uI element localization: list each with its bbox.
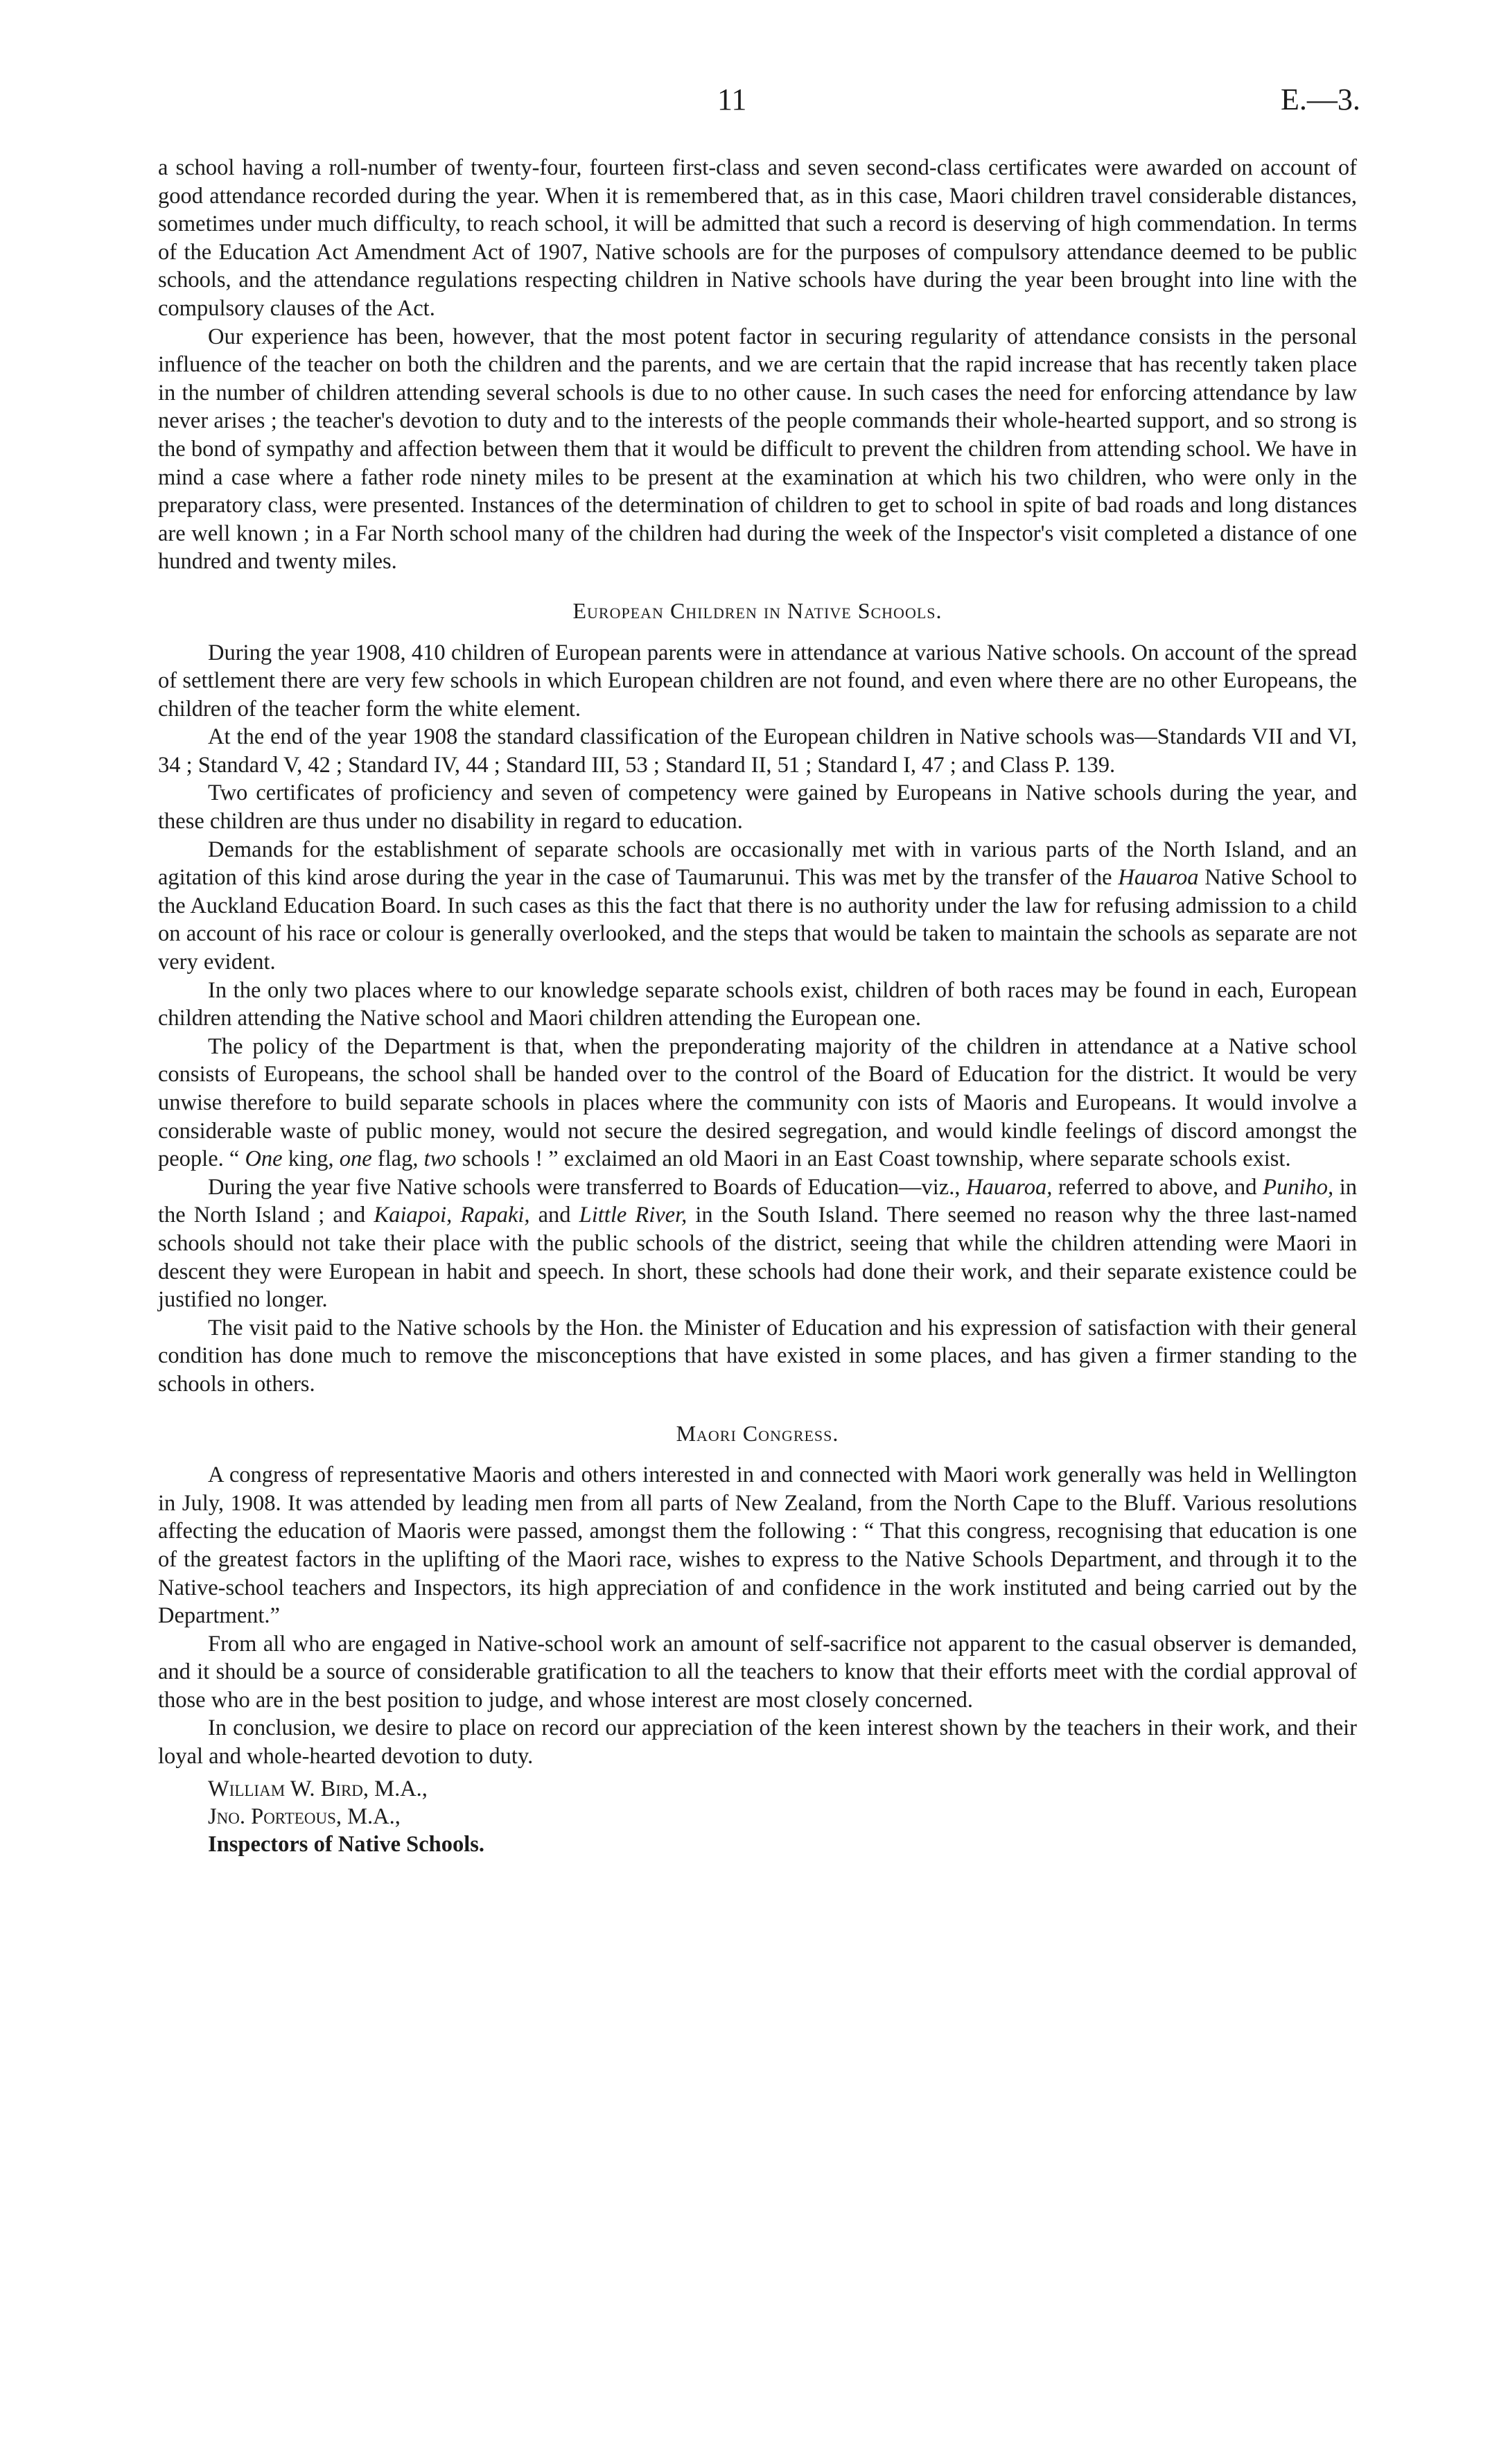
section-heading-maori-congress: Maori Congress. [676,1420,839,1446]
text-run: in the South Island. There seemed no reason why the three last-named schools should not take their place with the public schools of the district, seeing that while the children attending were Maori in descent they were European in habit and speech. In short, these schools had done their work, and their separate existence could be justified no longer. [158,1203,1357,1313]
page-header [0,82,1490,137]
paragraph-self-sacrifice: From all who are engaged in Native-school work an amount of self-sacrifice not apparent to the casual observer is demanded, and it should be a source of considerable gratification to all the teachers to know that their efforts meet with the cordial approval of those who are in the best position to judge, and whose interest are most closely concerned. [158,1631,1357,1713]
paragraph-certificates: Two certificates of proficiency and seven of competency were gained by Europeans in Native schools during the year, and these children are thus under no disability in regard to education. [158,780,1357,835]
paragraph-conclusion: In conclusion, we desire to place on record our appreciation of the keen interest shown by the teachers in their work, and their loyal and whole-hearted devotion to duty. [158,1715,1357,1770]
signature-william-bird: William W. Bird, M.A., [208,1776,428,1801]
signature-title: Inspectors of Native Schools. [208,1831,485,1857]
section-heading-european-children: European Children in Native Schools. [572,597,943,623]
document-body [158,154,1357,1858]
school-name-puniho: Puniho, [1263,1174,1334,1200]
text-run: Native School to the Auckland Education Board. In such cases as this the fact that there is no authority under the law for refusing admission to a child on account of his race or colour is generally overlooked, and the steps that would be taken to maintain the schools as separate are not very evident. [158,865,1357,975]
text-run: in the North Island ; and [158,1174,1358,1228]
signature-jno-porteous: Jno. Porteous, M.A., [208,1803,401,1829]
school-name-little-river: Little River, [579,1203,687,1228]
text-run: schools ! ” exclaimed an old Maori in an East Coast township, where separate schools exist. [456,1146,1291,1172]
paragraph-separate-schools-exist: In the only two places where to our knowledge separate schools exist, children of both races may be found in each, European children attending the Native school and Maori children attending the European one. [158,977,1357,1031]
paragraph-schools-transferred [158,1173,1357,1314]
paragraph-separate-schools-demand [158,836,1357,977]
paragraph-congress: A congress of representative Maoris and others interested in and connected with Maori work generally was held in Wellington in July, 1908. It was attended by leading men from all parts of New Zealand, from the North Cape to the Bluff. Various resolutions affecting the education of Maoris were passed, amongst them the following : “ That this congress, recognising that education is one of the greatest factors in the uplifting of the Maori race, wishes to express to the Native Schools Department, and through it to the Native-school teachers and Inspectors, its high appreciation of and confidence in the work instituted and being carried out by the Department.” [158,1462,1357,1629]
school-names-kaiapoi-rapaki: Kaiapoi, Rapaki, [374,1203,530,1228]
paragraph-standard-classification: At the end of the year 1908 the standard classification of the European children in Native schools was—Standards VII and VI, 34 ; Standard V, 42 ; Standard IV, 44 ; Standard III, 53 ; Standard II, 51 ; Standard I, 47 ; and Class P. 139. [158,724,1357,778]
paragraph-department-policy [158,1033,1357,1173]
text-run: Demands for the establishment of separate schools are occasionally met with in various parts of the North Island, and an agitation of this kind arose during the year in the case of Taumarunui. This was met by the transfer of the [158,837,1357,891]
paragraph-teacher-influence: Our experience has been, however, that the most potent factor in securing regularity of attendance consists in the personal influence of the teacher on both the children and the parents, and we are certain that the rapid increase that has recently taken place in the number of children attending several schools is due to no other cause. In such cases the need for enforcing attendance by law never arises ; the teacher's devotion to duty and to the interests of the people commands their whole-hearted support, and so strong is the bond of sympathy and affection between them that it would be difficult to prevent the children from attending school. We have in mind a case where a father rode ninety miles to be present at the examination at which his two children, who were only in the preparatory class, were presented. Instances of the determination of children to get to school in spite of bad roads and long distances are well known ; in a Far North school many of the children had during the week of the Inspector's visit completed a distance of one hundred and twenty miles. [158,324,1357,575]
text-run: king, [282,1146,340,1172]
text-run: and [529,1203,579,1228]
signature-block [158,1775,1357,1858]
emphasis-one: one [339,1146,372,1172]
paragraph-minister-visit: The visit paid to the Native schools by the Hon. the Minister of Education and his expression of satisfaction with their general condition has done much to remove the misconceptions that have existed in some places, and has given a firmer standing to the schools in others. [158,1315,1357,1397]
paragraph-attendance-continued: a school having a roll-number of twenty-four, fourteen first-class and seven second-class certificates were awarded on account of good attendance recorded during the year. When it is remembered that, as in this case, Maori children travel considerable distances, sometimes under much difficulty, to reach school, it will be admitted that such a record is deserving of high commendation. In terms of the Education Act Amendment Act of 1907, Native schools are for the purposes of compulsory attendance deemed to be public schools, and the attendance regulations respecting children in Native schools have during the year been brought into line with the compulsory clauses of the Act. [158,155,1357,321]
document-reference: E.—3. [1281,82,1360,116]
page-number: 11 [717,82,747,116]
text-run: During the year five Native schools were transferred to Boards of Education—viz., [208,1174,967,1200]
text-run: flag, [371,1146,424,1172]
paragraph-european-attendance: During the year 1908, 410 children of European parents were in attendance at various Native schools. On account of the spread of settlement there are very few schools in which European children are not found, and even where there are no other Europeans, the children of the teacher form the white element. [158,640,1357,722]
school-name-hauaroa: Hauaroa, [966,1174,1053,1200]
text-run: The policy of the Department is that, when the preponderating majority of the children in attendance at a Native school consists of Europeans, the school shall be handed over to the control of the Board of Education for the district. It would be very unwise therefore to build separate schools in places where the community con ists of Maoris and Europeans. It would involve a considerable waste of public money, would not secure the desired segregation, and would kindle feelings of discord amongst the people. “ [158,1033,1357,1172]
text-run: referred to above, and [1052,1174,1263,1200]
emphasis-one: One [245,1146,283,1172]
school-name-hauaroa: Hauaroa [1118,865,1199,891]
emphasis-two: two [423,1146,457,1172]
